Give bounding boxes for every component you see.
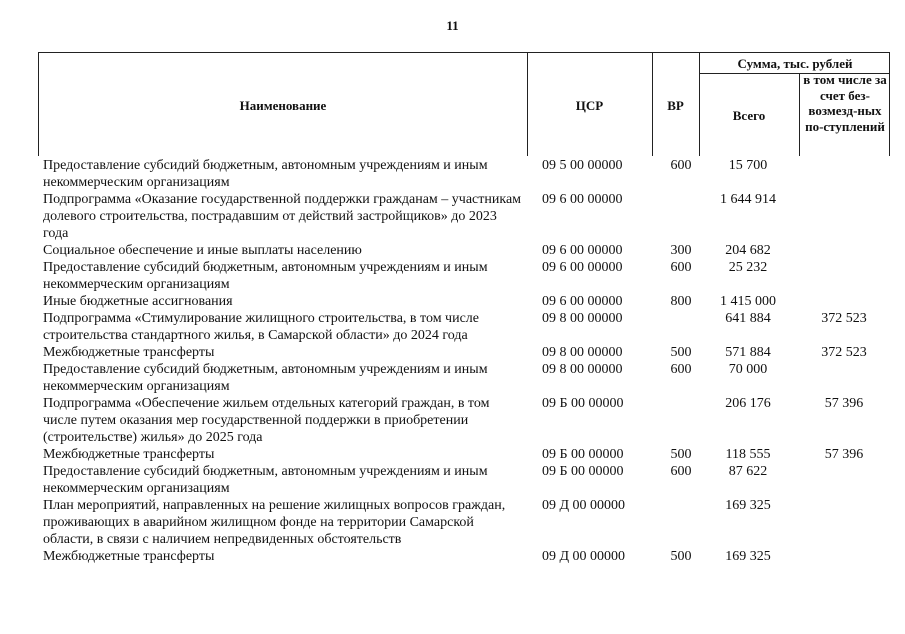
table-row <box>38 548 890 565</box>
row-vr: 500 <box>670 345 692 360</box>
row-csr: 09 Б 00 00000 <box>542 464 624 479</box>
row-csr: 09 6 00 00000 <box>542 294 623 309</box>
row-total: 206 176 <box>725 396 771 411</box>
row-csr: 09 Б 00 00000 <box>542 447 624 462</box>
table-row <box>38 395 890 446</box>
row-vr: 600 <box>670 158 692 173</box>
table-row <box>38 242 890 259</box>
header-total: Всего <box>732 108 766 123</box>
table-row <box>38 497 890 548</box>
page-number: 11 <box>446 18 459 33</box>
row-name: Межбюджетные трансферты <box>43 447 215 462</box>
row-total: 1 415 000 <box>720 294 776 309</box>
row-csr: 09 8 00 00000 <box>542 362 623 377</box>
row-total: 15 700 <box>728 158 768 173</box>
header-grants: в том числе за счет без-возмезд-ных по-ступлений <box>803 72 887 134</box>
row-csr: 09 8 00 00000 <box>542 311 623 326</box>
row-grants: 57 396 <box>824 447 864 462</box>
row-total: 169 325 <box>725 549 771 564</box>
header-name: Наименование <box>239 98 327 113</box>
budget-table-body <box>38 157 890 565</box>
row-name: Социальное обеспечение и иные выплаты населению <box>43 243 362 258</box>
row-csr: 09 6 00 00000 <box>542 243 623 258</box>
row-vr: 600 <box>670 260 692 275</box>
row-name: Подпрограмма «Стимулирование жилищного строительства, в том числе строительства стандартного жилья, в Самарской области» до 2024 года <box>43 311 480 343</box>
row-csr: 09 Д 00 00000 <box>542 549 626 564</box>
row-total: 571 884 <box>725 345 771 360</box>
row-total: 87 622 <box>728 464 768 479</box>
row-name: Межбюджетные трансферты <box>43 549 215 564</box>
row-csr: 09 8 00 00000 <box>542 345 623 360</box>
table-row <box>38 446 890 463</box>
row-total: 1 644 914 <box>720 192 776 207</box>
table-row <box>38 259 890 293</box>
row-total: 25 232 <box>728 260 768 275</box>
row-vr: 600 <box>670 362 692 377</box>
row-name: Предоставление субсидий бюджетным, автономным учреждениям и иным некоммерческим организациям <box>43 260 488 292</box>
table-header <box>38 52 890 156</box>
row-name: Предоставление субсидий бюджетным, автономным учреждениям и иным некоммерческим организациям <box>43 362 488 394</box>
row-grants: 372 523 <box>821 311 867 326</box>
row-grants: 57 396 <box>824 396 864 411</box>
row-csr: 09 Д 00 00000 <box>542 498 626 513</box>
row-total: 204 682 <box>725 243 771 258</box>
row-name: Предоставление субсидий бюджетным, автономным учреждениям и иным некоммерческим организациям <box>43 464 488 496</box>
row-vr: 300 <box>670 243 692 258</box>
row-total: 70 000 <box>728 362 768 377</box>
header-csr: ЦСР <box>575 98 604 113</box>
table-row <box>38 293 890 310</box>
row-total: 169 325 <box>725 498 771 513</box>
header-sum: Сумма, тыс. рублей <box>737 56 853 71</box>
row-csr: 09 5 00 00000 <box>542 158 623 173</box>
row-csr: 09 6 00 00000 <box>542 260 623 275</box>
row-name: Подпрограмма «Обеспечение жильем отдельных категорий граждан, в том числе путем оказания мер государственной поддержки в приобретении (строительстве) жилья» до 2025 года <box>43 396 490 445</box>
row-name: Подпрограмма «Оказание государственной поддержки гражданам – участникам долевого строительства, пострадавшим от действий застройщиков» до 2023 года <box>43 192 522 241</box>
table-row <box>38 310 890 344</box>
row-vr: 500 <box>670 447 692 462</box>
row-total: 118 555 <box>725 447 771 462</box>
row-name: План мероприятий, направленных на решение жилищных вопросов граждан, проживающих в аварийном жилищном фонде на территории Самарской области, в связи с наличием непредвиденных обстоятельств <box>43 498 506 547</box>
row-csr: 09 Б 00 00000 <box>542 396 624 411</box>
header-vr: ВР <box>667 98 684 113</box>
table-row <box>38 157 890 191</box>
row-name: Межбюджетные трансферты <box>43 345 215 360</box>
row-name: Предоставление субсидий бюджетным, автономным учреждениям и иным некоммерческим организациям <box>43 158 488 190</box>
table-row <box>38 191 890 242</box>
row-vr: 800 <box>670 294 692 309</box>
row-vr: 600 <box>670 464 692 479</box>
row-name: Иные бюджетные ассигнования <box>43 294 233 309</box>
table-row <box>38 463 890 497</box>
row-csr: 09 6 00 00000 <box>542 192 623 207</box>
row-total: 641 884 <box>725 311 771 326</box>
row-vr: 500 <box>670 549 692 564</box>
row-grants: 372 523 <box>821 345 867 360</box>
table-row <box>38 344 890 361</box>
table-row <box>38 361 890 395</box>
